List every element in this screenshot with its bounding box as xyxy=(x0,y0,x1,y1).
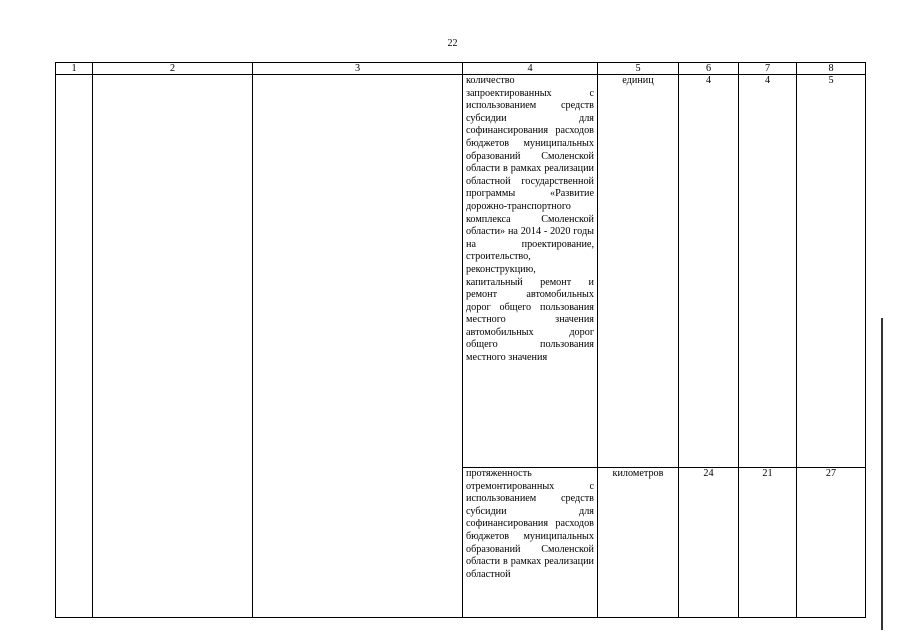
header-col-5: 5 xyxy=(598,63,679,75)
header-col-2: 2 xyxy=(93,63,253,75)
table-row xyxy=(56,75,866,468)
header-col-6: 6 xyxy=(679,63,739,75)
value-col-6: 24 xyxy=(679,468,739,618)
value-col-7: 21 xyxy=(739,468,797,618)
indicator-table xyxy=(55,62,866,618)
indicator-description: протяженность отремонтированных с использованием средств субсидии для софинансирования расходов бюджетов муниципальных образований Смоленской области в рамках реализации областной xyxy=(463,468,598,618)
indicator-description: количество запроектированных с использованием средств субсидии для софинансирования расходов бюджетов муниципальных образований Смоленской области в рамках реализации областной государственной программы «Развитие дорожно-транспортного комплекса Смоленской области» на 2014 - 2020 годы на проектирование, строительство, реконструкцию, капитальный ремонт и ремонт автомобильных дорог общего пользования местного значения автомобильных дорог общего пользования местного значения xyxy=(463,75,598,468)
header-col-7: 7 xyxy=(739,63,797,75)
page-number: 22 xyxy=(447,38,458,49)
header-row xyxy=(56,63,866,75)
cell-col-1 xyxy=(56,75,93,618)
indicator-unit: километров xyxy=(598,468,679,618)
value-col-8: 27 xyxy=(797,468,866,618)
cell-col-2 xyxy=(93,75,253,618)
page-edge-line xyxy=(881,318,883,630)
header-col-4: 4 xyxy=(463,63,598,75)
value-col-7: 4 xyxy=(739,75,797,468)
header-col-1: 1 xyxy=(56,63,93,75)
value-col-8: 5 xyxy=(797,75,866,468)
header-col-8: 8 xyxy=(797,63,866,75)
indicator-unit: единиц xyxy=(598,75,679,468)
cell-col-3 xyxy=(253,75,463,618)
header-col-3: 3 xyxy=(253,63,463,75)
value-col-6: 4 xyxy=(679,75,739,468)
